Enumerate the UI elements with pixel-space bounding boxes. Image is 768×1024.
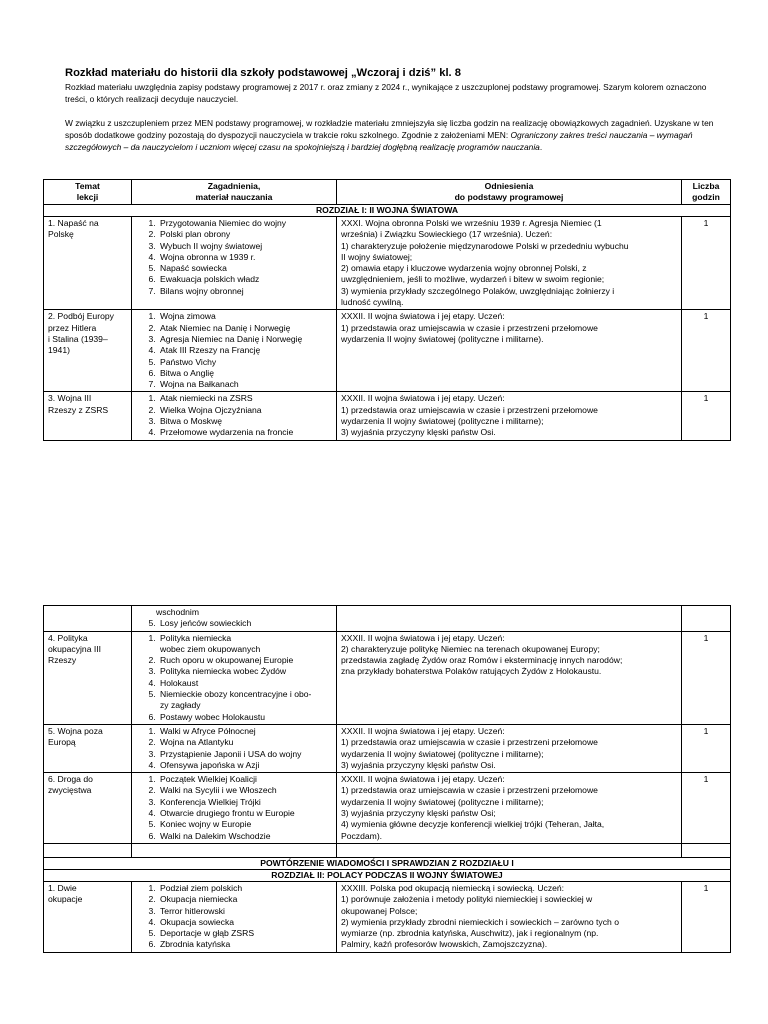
note-text: W związku z uszczupleniem przez MEN podstawy programowej, w rozkładzie materiału zmniejszyła się liczba godzin na realizację obowiązkowych zagadnień. Uzyskane w ten sposób dodatkowe godziny pozostają do dyspozycji nauczyciela w trakcie roku szkolnego. Zgodnie z założeniami MEN: (65, 118, 714, 140)
list-item: 1. Przygotowania Niemiec do wojny (158, 218, 332, 229)
list-item: 5. Deportacje w głąb ZSRS (158, 928, 332, 939)
list-item: 6. Postawy wobec Holokaustu (158, 712, 332, 723)
schedule-table-page1 (43, 179, 731, 441)
list-item: 5. Niemieckie obozy koncentracyjne i obo- zy zagłady (158, 689, 332, 712)
lesson-items (132, 773, 337, 844)
list-item: 7. Wojna na Bałkanach (158, 379, 332, 390)
table-row (44, 881, 731, 952)
list-item: 2. Wielka Wojna Ojczyźniana (158, 405, 332, 416)
lesson-items (132, 310, 337, 392)
summary-title: POWTÓRZENIE WIADOMOŚCI I SPRAWDZIAN Z ROZDZIAŁU I (44, 857, 731, 869)
list-item: 1. Walki w Afryce Północnej (158, 726, 332, 737)
list-item: 6. Bitwa o Anglię (158, 368, 332, 379)
lesson-reference: XXXII. II wojna światowa i jej etapy. Uczeń: 1) przedstawia oraz umiejscawia w czasie i przestrzeni przełomowe wydarzenia II wojny światowej (polityczne i militarne); 3) wyjaśnia przyczyny klęski państw Osi. (337, 724, 682, 772)
lesson-topic: 5. Wojna poza Europą (44, 724, 132, 772)
list-item: 2. Atak Niemiec na Danię i Norwegię (158, 323, 332, 334)
list-item: 1. Początek Wielkiej Koalicji (158, 774, 332, 785)
header-temat: Temat lekcji (44, 180, 132, 205)
list-item: 3. Przystąpienie Japonii i USA do wojny (158, 749, 332, 760)
header-liczba: Liczba godzin (682, 180, 731, 205)
list-item: 2. Wojna na Atlantyku (158, 737, 332, 748)
section-row (44, 205, 731, 217)
lesson-hours: 1 (682, 631, 731, 724)
list-item: 5. Koniec wojny w Europie (158, 819, 332, 830)
list-item: 3. Terror hitlerowski (158, 906, 332, 917)
lesson-hours: 1 (682, 217, 731, 310)
lesson-reference: XXXIII. Polska pod okupacją niemiecką i sowiecką. Uczeń: 1) porównuje założenia i metody polityki niemieckiej i sowieckiej w okupowanej Polsce; 2) wymienia przykłady zbrodni niemieckich i sowieckich – zarówno tych o wymiarze (np. zbrodnia katyńska, Auschwitz), jak i regionalnym (np. Palmiry, kaźń profesorów lwowskich, Zamojszczyzna). (337, 881, 682, 952)
lesson-topic: 2. Podbój Europy przez Hitlera i Stalina (1939– 1941) (44, 310, 132, 392)
list-item: 4. Atak III Rzeszy na Francję (158, 345, 332, 356)
header-zagadnienia: Zagadnienia, materiał nauczania (132, 180, 337, 205)
section-title: ROZDZIAŁ I: II WOJNA ŚWIATOWA (44, 205, 731, 217)
lesson-items (132, 724, 337, 772)
table-row-continuation (44, 606, 731, 632)
lesson-hours: 1 (682, 724, 731, 772)
list-item: 4. Wojna obronna w 1939 r. (158, 252, 332, 263)
list-item: 2. Polski plan obrony (158, 229, 332, 240)
lesson-topic: 1. Napaść na Polskę (44, 217, 132, 310)
list-item: 6. Ewakuacja polskich władz (158, 274, 332, 285)
lesson-reference: XXXII. II wojna światowa i jej etapy. Uczeń: 1) przedstawia oraz umiejscawia w czasie i przestrzeni przełomowe wydarzenia II wojny światowej (polityczne i militarne); 3) wyjaśnia przyczyny klęski państw Osi; 4) wymienia główne decyzje konferencji wielkiej trójki (Teheran, Jałta, Poczdam). (337, 773, 682, 844)
table-row (44, 217, 731, 310)
table-row (44, 724, 731, 772)
section-row (44, 869, 731, 881)
lesson-topic: 1. Dwie okupacje (44, 881, 132, 952)
table-header-row (44, 180, 731, 205)
continuation-topic (44, 606, 132, 632)
section-title: ROZDZIAŁ II: POLACY PODCZAS II WOJNY ŚWIATOWEJ (44, 869, 731, 881)
empty-cell (682, 843, 731, 857)
lesson-items (132, 392, 337, 440)
lesson-topic: 6. Droga do zwycięstwa (44, 773, 132, 844)
continuation-reference (337, 606, 682, 632)
lesson-reference: XXXII. II wojna światowa i jej etapy. Uczeń: 2) charakteryzuje politykę Niemiec na terenach okupowanej Europy; przedstawia zagładę Żydów oraz Romów i eksterminację innych narodów; zna przykłady bohaterstwa Polaków ratujących Żydów z Holokaustu. (337, 631, 682, 724)
list-item: 6. Walki na Dalekim Wschodzie (158, 831, 332, 842)
lesson-items (132, 631, 337, 724)
lesson-reference: XXXI. Wojna obronna Polski we wrześniu 1939 r. Agresja Niemiec (1 września) i Związku Sowieckiego (17 września). Uczeń: 1) charakteryzuje położenie międzynarodowe Polski w przededniu wybuchu II wojny światowej; 2) omawia etapy i kluczowe wydarzenia wojny obronnej Polski, z uwzględnieniem, jeśli to możliwe, wydarzeń i bitew w swoim regionie; 3) wymienia przykłady szczególnego Polaków, uwzględniając żołnierzy i ludność cywilną. (337, 217, 682, 310)
table-row (44, 631, 731, 724)
list-item: 5. Państwo Vichy (158, 357, 332, 368)
lesson-hours: 1 (682, 310, 731, 392)
list-item: 7. Bilans wojny obronnej (158, 286, 332, 297)
note-paragraph (65, 117, 715, 153)
lesson-reference: XXXII. II wojna światowa i jej etapy. Uczeń: 1) przedstawia oraz umiejscawia w czasie i przestrzeni przełomowe wydarzenia II wojny światowej (polityczne i militarne); 3) wyjaśnia przyczyny klęski państw Osi. (337, 392, 682, 440)
document-title: Rozkład materiału do historii dla szkoły podstawowej „Wczoraj i dziś” kl. 8 (65, 67, 461, 79)
list-item: 4. Przełomowe wydarzenia na froncie (158, 427, 332, 438)
list-item: 2. Ruch oporu w okupowanej Europie (158, 655, 332, 666)
list-item: 5. Napaść sowiecka (158, 263, 332, 274)
list-item: 1. Atak niemiecki na ZSRS (158, 393, 332, 404)
list-item: 1. Podział ziem polskich (158, 883, 332, 894)
summary-row (44, 857, 731, 869)
lesson-hours: 1 (682, 773, 731, 844)
continuation-items (132, 606, 337, 632)
table-row (44, 310, 731, 392)
table-row (44, 773, 731, 844)
list-item: 6. Zbrodnia katyńska (158, 939, 332, 950)
lesson-items (132, 217, 337, 310)
header-odniesienia: Odniesienia do podstawy programowej (337, 180, 682, 205)
list-item: 4. Okupacja sowiecka (158, 917, 332, 928)
empty-cell (44, 843, 132, 857)
lesson-items (132, 881, 337, 952)
list-item: 3. Wybuch II wojny światowej (158, 241, 332, 252)
continuation-hours (682, 606, 731, 632)
table-row (44, 392, 731, 440)
lesson-topic: 4. Polityka okupacyjna III Rzeszy (44, 631, 132, 724)
schedule-table-page2 (43, 605, 731, 953)
empty-cell (337, 843, 682, 857)
list-item: 1. Polityka niemiecka wobec ziem okupowanych (158, 633, 332, 656)
list-item: 4. Otwarcie drugiego frontu w Europie (158, 808, 332, 819)
lesson-hours: 1 (682, 392, 731, 440)
list-item: 3. Agresja Niemiec na Danię i Norwegię (158, 334, 332, 345)
list-item: 4. Ofensywa japońska w Azji (158, 760, 332, 771)
lesson-reference: XXXII. II wojna światowa i jej etapy. Uczeń: 1) przedstawia oraz umiejscawia w czasie i przestrzeni przełomowe wydarzenia II wojny światowej (polityczne i militarne). (337, 310, 682, 392)
list-item: 2. Okupacja niemiecka (158, 894, 332, 905)
list-item: 3. Konferencja Wielkiej Trójki (158, 797, 332, 808)
note-end: . (539, 142, 543, 152)
list-item: 2. Walki na Sycylii i we Włoszech (158, 785, 332, 796)
intro-paragraph: Rozkład materiału uwzględnia zapisy podstawy programowej z 2017 r. oraz zmiany z 2024 r., wynikające z uszczuplonej podstawy programowej. Szarym kolorem oznaczono treści, o których realizacji decyduje nauczyciel. (65, 82, 707, 104)
list-item: 3. Bitwa o Moskwę (158, 416, 332, 427)
list-item: 1. Wojna zimowa (158, 311, 332, 322)
list-item-continuation: wschodnim (156, 607, 199, 617)
table-row-empty (44, 843, 731, 857)
empty-cell (132, 843, 337, 857)
lesson-hours: 1 (682, 881, 731, 952)
note-quote: Ograniczony zakres treści nauczania – wymagań szczegółowych – da nauczycielom i uczniom więcej czasu na spokojniejszą i bardziej dogłębną realizację programów nauczania (65, 130, 693, 152)
lesson-topic: 3. Wojna III Rzeszy z ZSRS (44, 392, 132, 440)
list-item: 3. Polityka niemiecka wobec Żydów (158, 666, 332, 677)
list-item: 4. Holokaust (158, 678, 332, 689)
list-item: 5. Losy jeńców sowieckich (158, 618, 332, 629)
